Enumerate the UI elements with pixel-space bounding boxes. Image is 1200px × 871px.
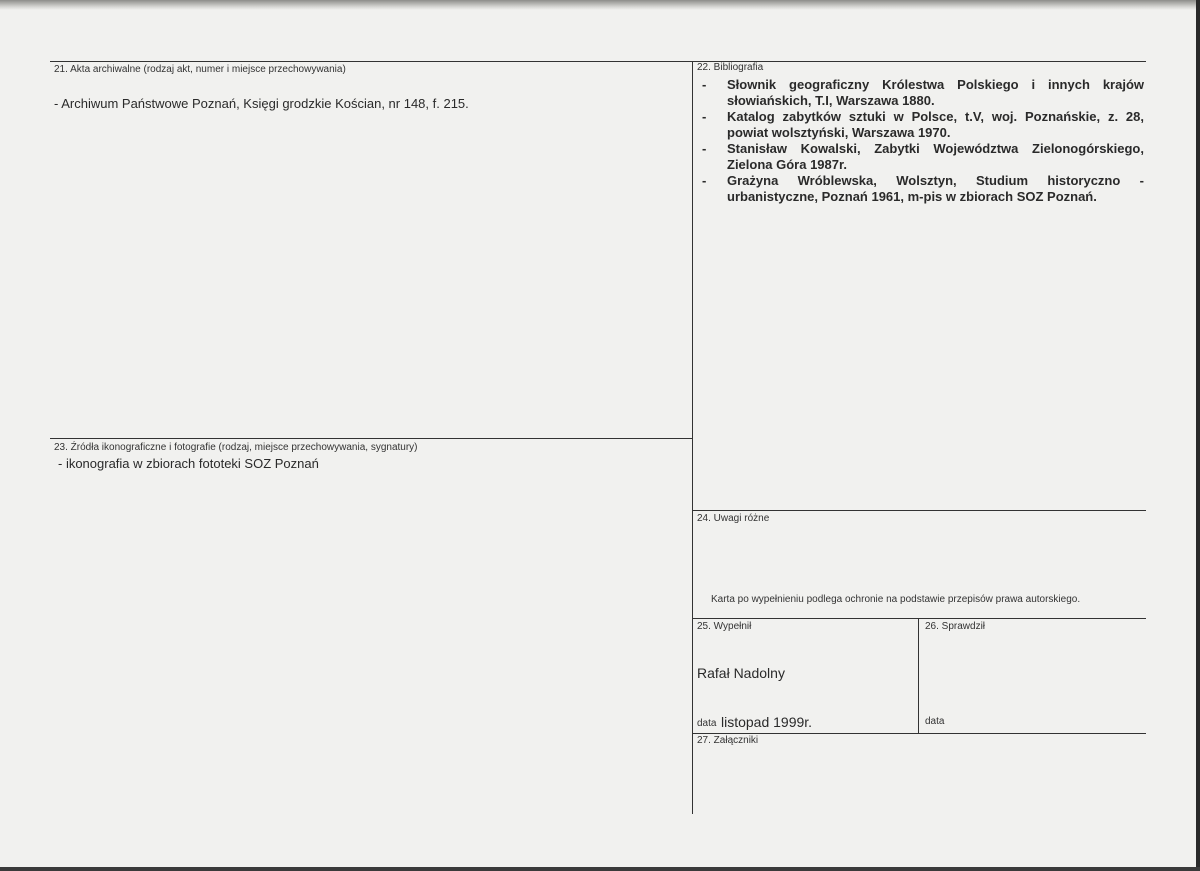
bibliography-item: - Słownik geograficzny Królestwa Polskiego i innych krajów słowiańskich, T.I, Warszawa 1880. [702, 77, 1144, 109]
bibliography-list [702, 77, 1144, 205]
divider-25-26 [918, 618, 919, 733]
center-divider [692, 61, 693, 814]
section23-header: 23. Źródła ikonograficzne i fotografie (rodzaj, miejsce przechowywania, sygnatury) [54, 442, 418, 453]
filled-by-name: Rafał Nadolny [697, 665, 785, 681]
date-value-25: listopad 1999r. [721, 714, 813, 730]
section21-header: 21. Akta archiwalne (rodzaj akt, numer i miejsce przechowywania) [54, 64, 346, 75]
top-rule [50, 61, 1146, 62]
bibliography-item: - Grażyna Wróblewska, Wolsztyn, Studium historyczno - urbanistyczne, Poznań 1961, m-pis w zbiorach SOZ Poznań. [702, 173, 1144, 205]
section21-text: - Archiwum Państwowe Poznań, Księgi grodzkie Kościan, nr 148, f. 215. [54, 96, 469, 111]
section26-header: 26. Sprawdził [925, 621, 986, 632]
bibliography-item: - Katalog zabytków sztuki w Polsce, t.V, woj. Poznańskie, z. 28, powiat wolsztyński, Warszawa 1970. [702, 109, 1144, 141]
date-label-25: data [697, 718, 717, 729]
date-label-26: data [925, 716, 945, 727]
section24-header: 24. Uwagi różne [697, 513, 770, 524]
section22-header: 22. Bibliografia [697, 62, 764, 73]
rule-section25 [692, 618, 1146, 619]
section27-header: 27. Załączniki [697, 735, 759, 746]
rule-section23 [50, 438, 692, 439]
rule-section27 [692, 733, 1146, 734]
rule-section24 [692, 510, 1146, 511]
section23-text: - ikonografia w zbiorach fototeki SOZ Poznań [58, 456, 319, 471]
section25-header: 25. Wypełnił [697, 621, 752, 632]
scan-right-edge [1196, 0, 1200, 871]
scan-bottom-edge [0, 867, 1200, 871]
copyright-note: Karta po wypełnieniu podlega ochronie na podstawie przepisów prawa autorskiego. [711, 594, 1081, 605]
bibliography-item: - Stanisław Kowalski, Zabytki Województwa Zielonogórskiego, Zielona Góra 1987r. [702, 141, 1144, 173]
scan-top-edge [0, 0, 1200, 10]
